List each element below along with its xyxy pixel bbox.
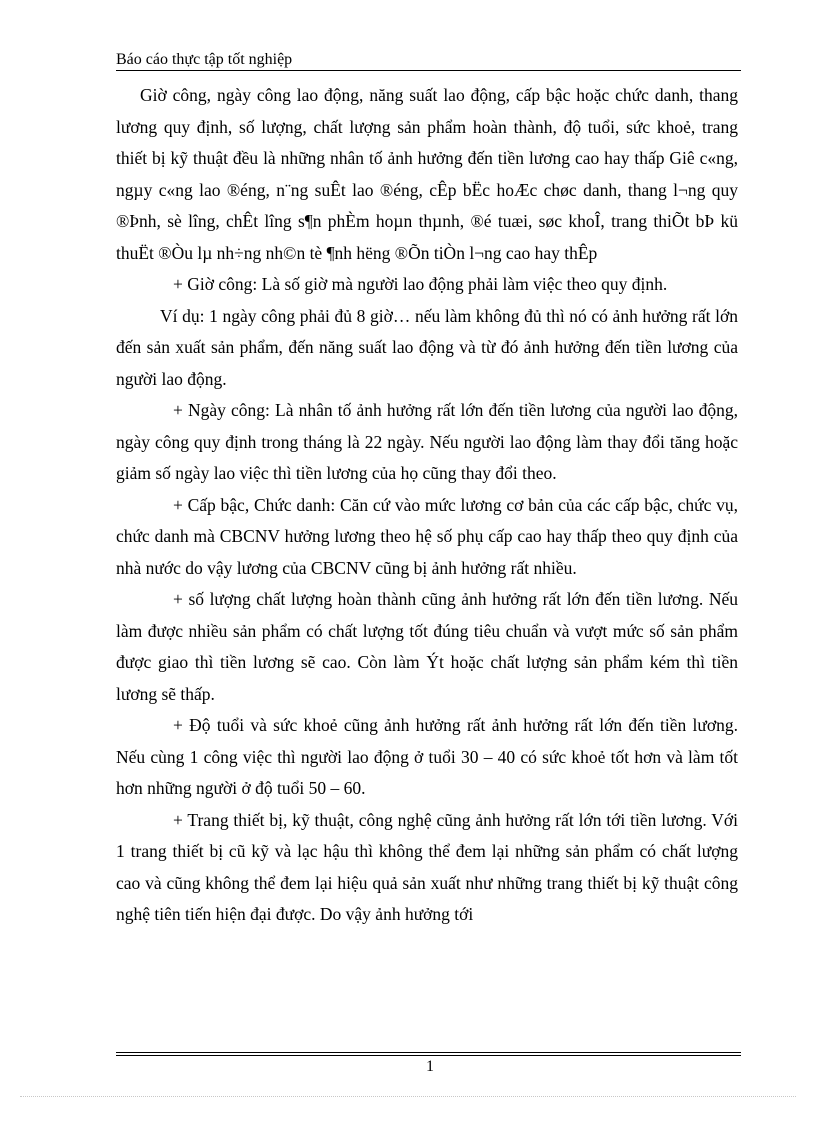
paragraph-equipment-technology: + Trang thiết bị, kỹ thuật, công nghệ cũng ảnh hưởng rất lớn tới tiền lương. Với 1 trang thiết bị cũ kỹ và lạc hậu thì không thể đem lại những sản phẩm có chất lượng cao và cũng không thể đem lại hiệu quả sản xuất như những trang thiết bị kỹ thuật công nghệ tiên tiến hiện đại được. Do vậy ảnh hưởng tới: [116, 809, 738, 924]
header-divider: [116, 70, 741, 71]
paragraph-quantity-quality: + số lượng chất lượng hoàn thành cũng ảnh hưởng rất lớn đến tiền lương. Nếu làm được nhiều sản phẩm có chất lượng tốt đúng tiêu chuẩn và vượt mức số sản phẩm được giao thì tiền lương sẽ cao. Còn làm Ýt hoặc chất lượng sản phẩm kém thì tiền lương sẽ thấp.: [116, 589, 738, 704]
paragraph-working-days: + Ngày công: Là nhân tố ảnh hưởng rất lớn đến tiền lương của người lao động, ngày công quy định trong tháng là 22 ngày. Nếu người lao động làm thay đổi tăng hoặc giảm số ngày lao việc thì tiền lương của họ cũng thay đổi theo.: [116, 400, 738, 483]
paragraph-factors-overview: Giờ công, ngày công lao động, năng suất lao động, cấp bậc hoặc chức danh, thang lương quy định, số lượng, chất lượng sản phẩm hoàn thành, độ tuổi, sức khoẻ, trang thiết bị kỹ thuật đều là những nhân tố ảnh hưởng đến tiền lương cao hay thấp Giê c«ng, ngµy c«ng lao ®éng, n¨ng suÊt lao ®éng, cÊp bËc hoÆc chøc danh, thang l¬ng quy ®Þnh, sè lîng, chÊt lîng s¶n phÈm hoµn thµnh, ®é tuæi, søc khoÎ, trang thiÕt bÞ kü thuËt ®Òu lµ nh÷ng nh©n tè ¶nh hëng ®Õn tiÒn l¬ng cao hay thÊp: [116, 85, 738, 263]
document-body: [116, 80, 738, 931]
paragraph-example: Ví dụ: 1 ngày công phải đủ 8 giờ… nếu làm không đủ thì nó có ảnh hưởng rất lớn đến sản xuất sản phẩm, đến năng suất lao động và từ đó ảnh hưởng đến tiền lương của người lao động.: [116, 305, 738, 389]
page-number: 1: [426, 1058, 434, 1075]
footer-divider-bottom: [116, 1055, 741, 1056]
page-bottom-edge: [20, 1096, 796, 1097]
footer-divider-top: [116, 1052, 741, 1053]
paragraph-working-hours: + Giờ công: Là số giờ mà người lao động phải làm việc theo quy định.: [173, 274, 668, 294]
paragraph-age-health: + Độ tuổi và sức khoẻ cũng ảnh hưởng rất ảnh hưởng rất lớn đến tiền lương. Nếu cùng 1 công việc thì người lao động ở tuổi 30 – 40 có sức khoẻ tốt hơn và làm tốt hơn những người ở độ tuổi 50 – 60.: [116, 715, 738, 798]
paragraph-rank-title: + Cấp bậc, Chức danh: Căn cứ vào mức lương cơ bản của các cấp bậc, chức vụ, chức danh mà CBCNV hưởng lương theo hệ số phụ cấp cao hay thấp theo quy định của nhà nước do vậy lương của CBCNV cũng bị ảnh hưởng rất nhiều.: [116, 494, 738, 578]
page-header: Báo cáo thực tập tốt nghiệp: [116, 51, 293, 68]
